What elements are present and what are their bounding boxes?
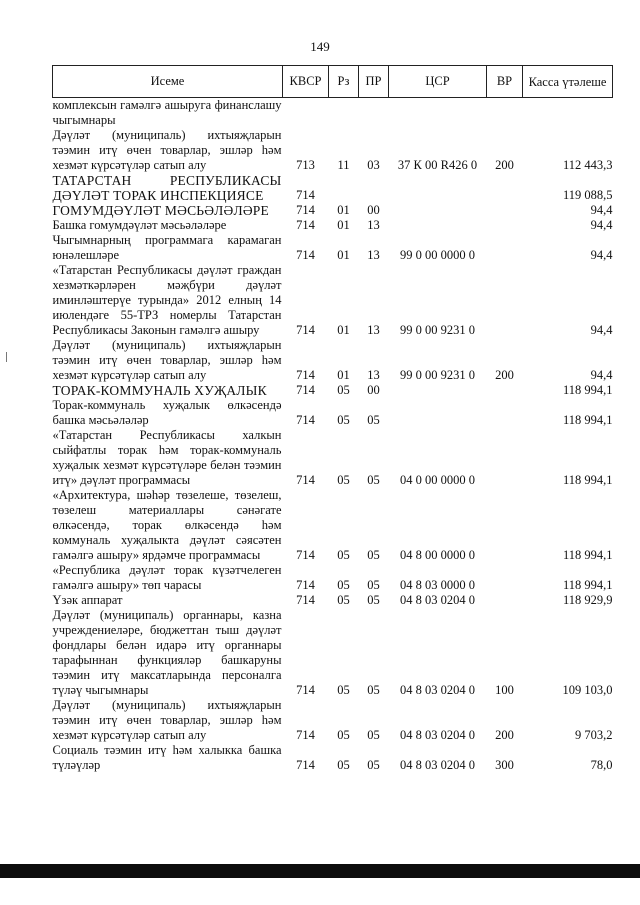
scan-bottom-border: [0, 864, 640, 878]
table-row: [53, 98, 613, 129]
cell-rz: 01: [337, 368, 350, 382]
cell-vr: [487, 383, 523, 398]
cell-kvsr: 714: [296, 593, 315, 607]
cell-kvsr: 714: [296, 758, 315, 772]
cell-vr: 100: [495, 683, 514, 697]
table-row: [53, 743, 613, 773]
cell-vr: [487, 563, 523, 593]
cell-vr: [487, 263, 523, 338]
header-rz: Рз: [329, 66, 359, 98]
header-vr: ВР: [487, 66, 523, 98]
cell-vr: 300: [495, 758, 514, 772]
cell-name: Торак-коммуналь хуҗалык өлкәсендә башка мәсьәләләр: [52, 398, 282, 427]
cell-sum: 94,4: [590, 218, 613, 232]
table-body: [53, 98, 613, 774]
cell-pr: 05: [367, 548, 380, 562]
cell-vr: [487, 173, 523, 203]
table-row: [53, 233, 613, 263]
cell-pr: 03: [367, 158, 380, 172]
cell-vr: [487, 428, 523, 488]
cell-name: «Архитектура, шәһәр төзелеше, төзелеш, төзелеш материаллары сәнәгате өлкәсендә, торак өлкәсендә һәм коммуналь хуҗалыкта дәүләт сәясәтен гамәлгә ашыру» ярдәмче программасы: [52, 488, 282, 562]
cell-rz: 05: [337, 683, 350, 697]
cell-pr: [359, 173, 389, 203]
table-row: [53, 383, 613, 398]
header-pr: ПР: [359, 66, 389, 98]
cell-rz: 05: [337, 413, 350, 427]
cell-csr: 99 0 00 0000 0: [400, 248, 475, 262]
cell-name: Дәүләт (муниципаль) ихтыяҗларын тәэмин итү өчен товарлар, эшләр һәм хезмәт күрсәтүләр сатып алу: [52, 338, 282, 382]
cell-name: Социаль тәэмин итү һәм халыкка башка түләүләр: [52, 743, 282, 772]
cell-sum: 118 994,1: [562, 548, 613, 562]
table-row: [53, 428, 613, 488]
header-csr: ЦСР: [389, 66, 487, 98]
cell-rz: 05: [337, 473, 350, 487]
cell-vr: 200: [495, 368, 514, 382]
cell-pr: 05: [367, 578, 380, 592]
table-row: [53, 173, 613, 203]
cell-kvsr: 714: [296, 728, 315, 742]
cell-name: Үзәк аппарат: [52, 593, 123, 607]
cell-sum: 118 994,1: [562, 413, 613, 427]
cell-csr: 04 8 03 0204 0: [400, 593, 475, 607]
budget-table: [52, 65, 613, 773]
cell-vr: [487, 398, 523, 428]
cell-pr: 13: [367, 368, 380, 382]
cell-kvsr: 714: [296, 413, 315, 427]
cell-kvsr: [283, 98, 329, 129]
cell-rz: 01: [337, 203, 350, 217]
cell-sum: 78,0: [590, 758, 613, 772]
cell-pr: 05: [367, 683, 380, 697]
header-sum: Касса үтәлеше: [523, 66, 613, 98]
cell-kvsr: 714: [296, 368, 315, 382]
cell-pr: 05: [367, 473, 380, 487]
cell-sum: 118 994,1: [562, 578, 613, 592]
cell-csr: [389, 218, 487, 233]
cell-vr: [487, 203, 523, 218]
cell-sum: 94,4: [590, 203, 613, 217]
cell-rz: 05: [337, 548, 350, 562]
cell-rz: 05: [337, 383, 350, 397]
cell-name: Башка гомумдәүләт мәсьәләләре: [52, 218, 227, 232]
cell-sum: 94,4: [590, 368, 613, 382]
cell-rz: 01: [337, 248, 350, 262]
cell-pr: 13: [367, 248, 380, 262]
cell-name: Дәүләт (муниципаль) ихтыяҗларын тәэмин итү өчен товарлар, эшләр һәм хезмәт күрсәтүләр сатып алу: [52, 128, 282, 172]
cell-sum: 118 994,1: [562, 383, 613, 397]
table-row: [53, 338, 613, 383]
cell-rz: 11: [337, 158, 350, 172]
cell-csr: 04 8 03 0000 0: [400, 578, 475, 592]
page-number: 149: [310, 39, 330, 54]
cell-name: ГОМУМДӘҮЛӘТ МӘСЬӘЛӘЛӘРЕ: [52, 203, 269, 218]
table-row: [53, 698, 613, 743]
cell-name: Дәүләт (муниципаль) ихтыяҗларын тәэмин итү өчен товарлар, эшләр һәм хезмәт күрсәтүләр сатып алу: [52, 698, 282, 742]
cell-sum: 109 103,0: [562, 683, 613, 697]
cell-csr: 04 8 03 0204 0: [400, 758, 475, 772]
cell-rz: 01: [337, 218, 350, 232]
cell-rz: 05: [337, 593, 350, 607]
cell-kvsr: 714: [296, 218, 315, 232]
cell-csr: [389, 398, 487, 428]
cell-csr: [389, 98, 487, 129]
cell-kvsr: 714: [296, 548, 315, 562]
cell-name: «Татарстан Республикасы дәүләт граждан хезмәткәрләрен мәҗбүри дәүләт иминләштерүе турында» 2012 елның 14 июлендәге 55-ТРЗ номерлы Татарстан Республикасы Законын гамәлгә ашыру: [52, 263, 282, 337]
cell-sum: 118 994,1: [562, 473, 613, 487]
cell-rz: 05: [337, 758, 350, 772]
cell-vr: [487, 233, 523, 263]
table-row: [53, 263, 613, 338]
cell-csr: [389, 203, 487, 218]
cell-csr: 37 К 00 R426 0: [397, 158, 478, 172]
cell-kvsr: 714: [296, 473, 315, 487]
cell-rz: 05: [337, 578, 350, 592]
scan-edge-mark: [6, 352, 7, 362]
table-header-row: [53, 66, 613, 98]
cell-csr: 04 8 00 0000 0: [400, 548, 475, 562]
cell-pr: 05: [367, 758, 380, 772]
cell-sum: [523, 98, 613, 129]
cell-name: Чыгымнарның программага карамаган юнәлешләре: [52, 233, 282, 262]
cell-name: ТОРАК-КОММУНАЛЬ ХУҖАЛЫК: [52, 383, 267, 398]
cell-kvsr: 714: [296, 248, 315, 262]
cell-sum: 112 443,3: [562, 158, 613, 172]
cell-sum: 9 703,2: [575, 728, 613, 742]
cell-kvsr: 714: [296, 188, 315, 202]
cell-pr: 05: [367, 593, 380, 607]
table-row: [53, 218, 613, 233]
table-row: [53, 203, 613, 218]
cell-csr: 04 8 03 0204 0: [400, 683, 475, 697]
table-row: [53, 563, 613, 593]
cell-sum: 119 088,5: [562, 188, 613, 202]
cell-rz: 01: [337, 323, 350, 337]
cell-name: «Татарстан Республикасы халкын сыйфатлы торак һәм торак-коммуналь хуҗалык хезмәт күрсәтүләре белән тәэмин итү» дәүләт программасы: [52, 428, 282, 487]
cell-rz: 05: [337, 728, 350, 742]
cell-pr: 00: [367, 203, 380, 217]
cell-sum: 94,4: [590, 248, 613, 262]
cell-csr: 04 8 03 0204 0: [400, 728, 475, 742]
table-row: [53, 488, 613, 563]
cell-rz: [329, 173, 359, 203]
cell-csr: [389, 173, 487, 203]
cell-name: комплексын гамәлгә ашыруга финанслашу чыгымнары: [52, 98, 282, 127]
cell-name: Дәүләт (муниципаль) органнары, казна учреждениеләре, бюджеттан тыш дәүләт фондлары белән идарә итү органнары тарафыннан функцияләр башкаруны тәэмин итү максатларында персоналга түләү чыгымнары: [52, 608, 282, 697]
cell-pr: [359, 98, 389, 129]
cell-pr: 05: [367, 413, 380, 427]
table-row: [53, 398, 613, 428]
cell-pr: 05: [367, 728, 380, 742]
table-row: [53, 593, 613, 608]
cell-kvsr: 714: [296, 383, 315, 397]
cell-sum: 118 929,9: [562, 593, 613, 607]
cell-kvsr: 714: [296, 578, 315, 592]
cell-vr: [487, 593, 523, 608]
cell-csr: 04 0 00 0000 0: [400, 473, 475, 487]
table-row: [53, 608, 613, 698]
table-row: [53, 128, 613, 173]
cell-kvsr: 713: [296, 158, 315, 172]
cell-csr: 99 0 00 9231 0: [400, 368, 475, 382]
cell-kvsr: 714: [296, 323, 315, 337]
cell-vr: [487, 218, 523, 233]
cell-sum: 94,4: [590, 323, 613, 337]
cell-csr: [389, 383, 487, 398]
header-name: Исеме: [53, 66, 283, 98]
cell-vr: [487, 488, 523, 563]
cell-name: «Республика дәүләт торак күзәтчелеген гамәлгә ашыру» төп чарасы: [52, 563, 282, 592]
cell-kvsr: 714: [296, 683, 315, 697]
cell-vr: [487, 98, 523, 129]
cell-pr: 13: [367, 218, 380, 232]
cell-vr: 200: [495, 728, 514, 742]
cell-pr: 00: [367, 383, 380, 397]
cell-vr: 200: [495, 158, 514, 172]
cell-name: ТАТАРСТАН РЕСПУБЛИКАСЫ ДӘҮЛӘТ ТОРАК ИНСПЕКЦИЯСЕ: [52, 173, 282, 203]
cell-pr: 13: [367, 323, 380, 337]
header-kvsr: КВСР: [283, 66, 329, 98]
cell-rz: [329, 98, 359, 129]
cell-kvsr: 714: [296, 203, 315, 217]
cell-csr: 99 0 00 9231 0: [400, 323, 475, 337]
